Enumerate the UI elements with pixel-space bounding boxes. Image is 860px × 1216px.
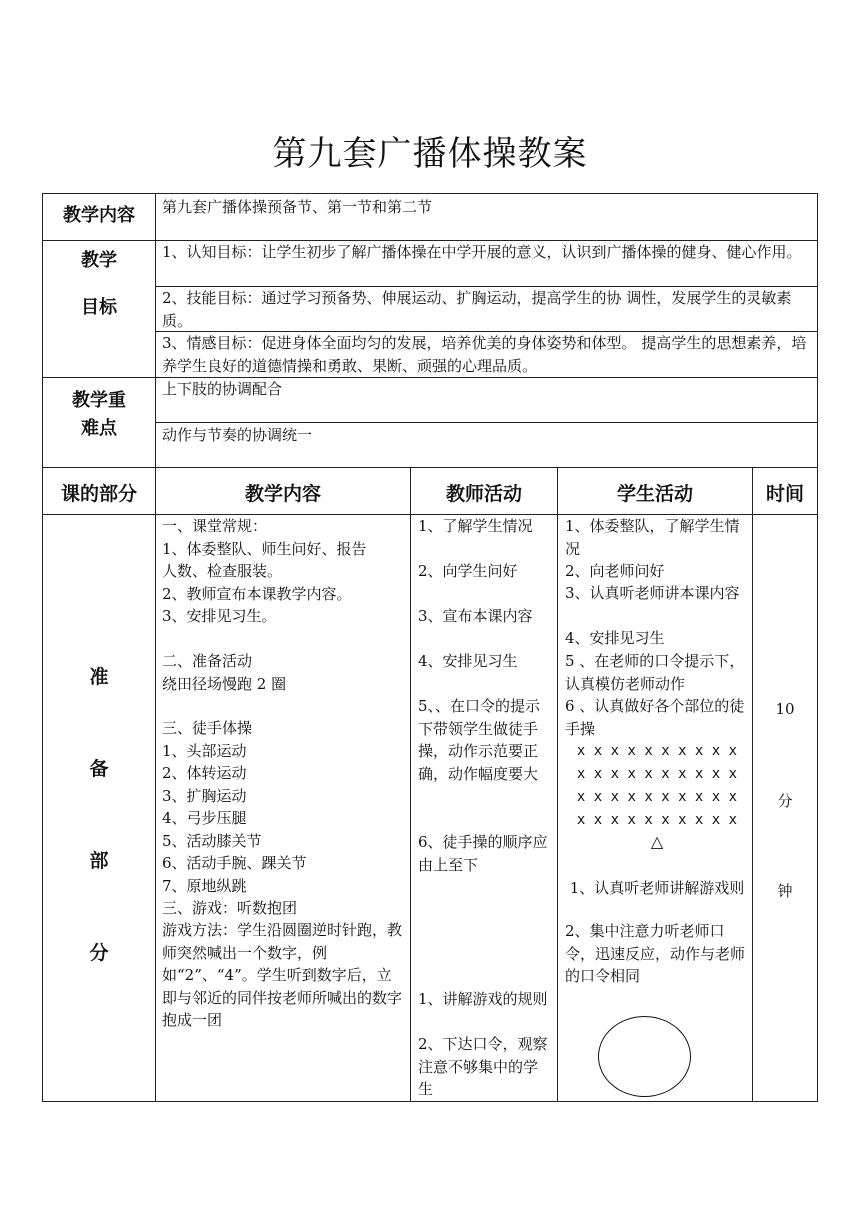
part-char-2: 备 [89,758,109,780]
part-char-3: 部 [89,850,109,872]
header-part: 课的部分 [60,483,137,505]
circle-formation-icon [598,1016,691,1097]
teacher-7: 1、讲解游戏的规则 [418,990,548,1008]
goal-1: 1、认知目标：让学生初步了解广播体操在中学开展的意义，认识到广播体操的健身、健心作用。 [162,243,802,261]
time-value: 10 [775,700,795,718]
student-4: 4、安排见习生 [565,629,665,647]
keypoint-2: 动作与节奏的协调统一 [162,426,313,444]
time-unit-1: 分 [777,792,793,810]
teacher-3: 3、宣布本课内容 [418,607,533,625]
keypoints-label-2: 难点 [81,418,117,439]
teacher-8: 2、下达口令，观察注意不够集中的学生 [418,1035,548,1098]
content-exercises: 三、徒手体操 1、头部运动 2、体转运动 3、扩胸运动 4、弓步压腿 5、活动膝关节 6、活动手腕、踝关节 7、原地纵跳 三、游戏：听数抱团 [162,719,307,917]
time-unit-2: 钟 [777,882,793,900]
goals-label-2: 目标 [81,297,117,318]
content-label: 教学内容 [63,205,135,226]
header-content: 教学内容 [244,483,321,505]
student-7: 1、认真听老师讲解游戏则 [569,879,745,897]
teacher-1: 1、了解学生情况 [418,517,533,535]
header-time: 时间 [765,483,804,505]
header-student: 学生活动 [616,483,693,505]
teacher-2: 2、向学生问好 [418,562,518,580]
header-teacher: 教师活动 [445,483,522,505]
keypoint-1: 上下肢的协调配合 [162,380,283,398]
content-routine: 一、课堂常规： 1、体委整队、师生问好、报告 人数、检查服装。 2、教师宣布本课教学内容。 3、安排见习生。 [162,517,367,625]
content-game-method: 游戏方法：学生沿圆圈逆时针跑，教师突然喊出一个数字，例如“2”、“4”。学生听到数字后，立即与邻近的同伴按老师所喊出的数字抱成一团 [162,921,403,1029]
student-1: 1、体委整队，了解学生情况 [565,517,740,558]
teacher-6: 6、徒手操的顺序应由上至下 [418,833,548,874]
student-3: 3、认真听老师讲本课内容 [565,584,740,602]
teacher-5: 5、、在口令的提示下带领学生做徒手操，动作示范要正确，动作幅度要大 [418,697,541,783]
formation-row-2: x x x x x x x x x x [576,766,738,782]
teacher-triangle-icon: △ [650,832,664,851]
formation-row-4: x x x x x x x x x x [576,812,738,828]
keypoints-label-1: 教学重 [72,390,126,411]
page-title: 第九套广播体操教案 [272,134,588,174]
content-warmup: 二、准备活动 绕田径场慢跑 2 圈 [162,652,287,693]
teacher-4: 4、安排见习生 [418,652,518,670]
part-char-1: 准 [89,666,109,688]
goal-3: 3、情感目标：促进身体全面均匀的发展，培养优美的身体姿势和体型。 提高学生的思想素养，培养学生良好的道德情操和勇敢、果断、顽强的心理品质。 [162,334,807,375]
formation-row-1: x x x x x x x x x x [576,743,738,759]
goal-2: 2、技能目标：通过学习预备势、伸展运动、扩胸运动，提高学生的协 调性，发展学生的灵敏素质。 [162,289,792,330]
student-2: 2、向老师问好 [565,562,665,580]
formation-row-3: x x x x x x x x x x [576,789,738,805]
part-char-4: 分 [89,942,109,964]
student-8: 2、集中注意力听老师口令，迅速反应，动作与老师的口令相同 [565,922,746,985]
student-5: 5 、在老师的口令提示下，认真模仿老师动作 [565,652,745,693]
goals-label-1: 教学 [81,250,117,271]
content-text: 第九套广播体操预备节、第一节和第二节 [162,198,433,216]
student-6: 6 、认真做好各个部位的徒手操 [565,697,745,738]
